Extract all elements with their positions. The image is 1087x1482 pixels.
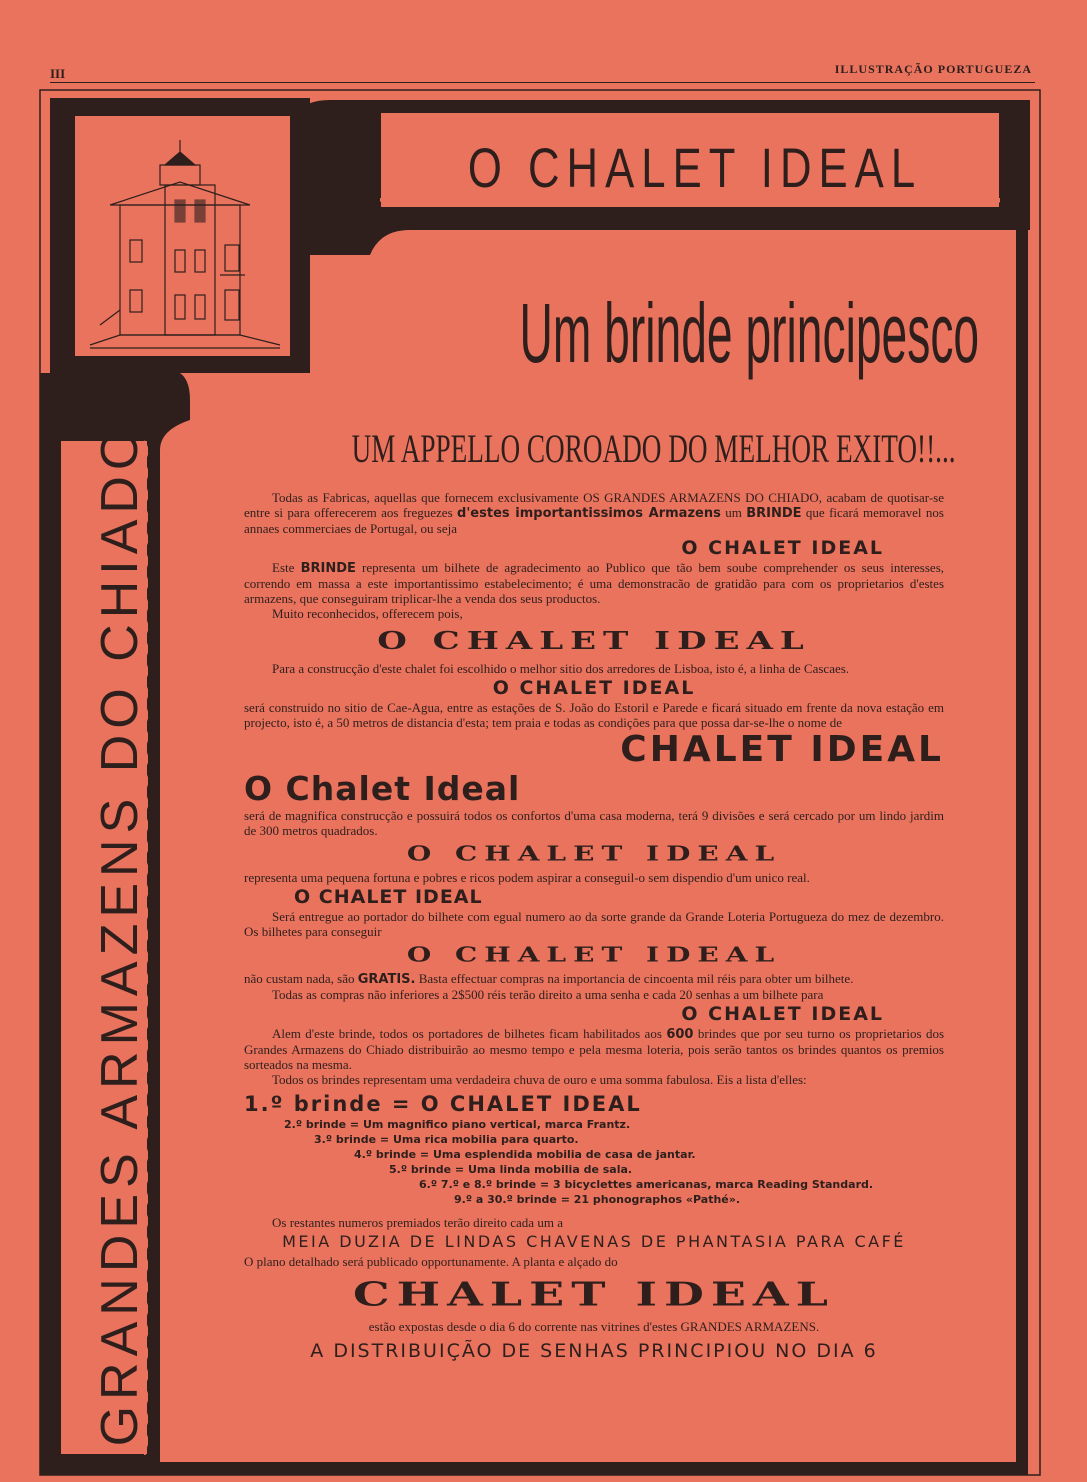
cups-line: MEIA DUZIA DE LINDAS CHAVENAS DE PHANTASIA PARA CAFÉ — [282, 1232, 906, 1251]
heading-chalet-4: CHALET IDEAL — [620, 729, 944, 770]
chalet-illustration — [80, 110, 290, 350]
heading-chalet-10: CHALET IDEAL — [353, 1274, 835, 1314]
paragraph-1: Todas as Fabricas, aquellas que fornecem exclusivamente OS GRANDES ARMAZENS DO CHIADO, acabam de quotisar-se entre si para offerecerem aos freguezes d'estes importantissimos Armazens um BRINDE que ficará memoravel nos annaes commerciaes de Portugal, ou seja — [244, 490, 944, 536]
paragraph-5: será construido no sitio de Cae-Agua, entre as estações de S. João do Estoril e Parede e ficará situado em frente da nova estação em projecto, isto é, a 50 metros de distancia d'esta; tem praia e todas as condições para que possa dar-se-lhe o nome de — [244, 700, 944, 730]
paragraph-4: Para a construcção d'este chalet foi escolhido o melhor sitio dos arredores de Lisboa, isto é, a linha de Cascaes. — [272, 661, 850, 676]
prize-7: 9.º a 30.º brinde = 21 phonographos «Pathé». — [454, 1193, 741, 1206]
paragraph-6: será de magnifica construcção e possuirá todos os confortos d'uma casa moderna, terá 9 divisões e será cercado por um lindo jardim de 300 metros quadrados. — [244, 808, 944, 838]
paragraph-12: Todos os brindes representam uma verdadeira chuva de ouro e uma somma fabulosa. Eis a lista d'elles: — [272, 1072, 807, 1087]
prize-4: 4.º brinde = Uma esplendida mobilia de casa de jantar. — [354, 1148, 696, 1161]
paragraph-8: Será entregue ao portador do bilhete com egual numero ao da sorte grande da Grande Loteria Portugueza do mez de dezembro. Os bilhetes para conseguir — [244, 909, 944, 939]
paragraph-15: estão expostas desde o dia 6 do corrente nas vitrines d'estes GRANDES ARMAZENS. — [368, 1319, 820, 1334]
prize-1: 1.º brinde = O CHALET IDEAL — [244, 1092, 642, 1116]
prize-3: 3.º brinde = Uma rica mobilia para quarto. — [314, 1133, 579, 1146]
heading-chalet-1: O CHALET IDEAL — [681, 537, 884, 559]
headline: Um brinde principesco — [519, 286, 980, 380]
paragraph-14: O plano detalhado será publicado opportunamente. A planta e alçado do — [244, 1254, 618, 1269]
paragraph-11: Alem d'este brinde, todos os portadores de bilhetes ficam habilitados aos 600 brindes que por seu turno os proprietarios dos Grandes Armazens do Chiado distribuirão ao mesmo tempo e pela mesma loteria, pois serão tantos os brindes quantos os premios sorteados na mesma. — [244, 1026, 945, 1072]
paragraph-9: não custam nada, são GRATIS. Basta effectuar compras na importancia de cincoenta mil réis para obter um bilhete. — [244, 971, 854, 987]
heading-chalet-8: O CHALET IDEAL — [406, 942, 782, 967]
page-number: III — [50, 66, 66, 81]
vertical-banner-title: GRANDES ARMAZENS DO CHIADO — [91, 423, 149, 1447]
heading-chalet-9: O CHALET IDEAL — [681, 1003, 884, 1025]
paragraph-2: Este BRINDE representa um bilhete de agradecimento ao Publico que tão bem soube comprehender os seus interesses, correndo em massa a este importantissimo estabelecimento; é uma demonstracão de gratidão para com os proprietarios d'estes armazens, que conseguiram triplicar-lhe a venda dos seus productos. — [244, 560, 945, 606]
prize-5: 5.º brinde = Uma linda mobilia de sala. — [389, 1163, 633, 1176]
heading-chalet-5: O Chalet Ideal — [244, 769, 521, 808]
heading-chalet-3: O CHALET IDEAL — [492, 677, 696, 699]
prize-6: 6.º 7.º e 8.º brinde = 3 bicyclettes americanas, marca Reading Standard. — [419, 1178, 874, 1191]
final-line: A DISTRIBUIÇÃO DE SENHAS PRINCIPIOU NO DIA 6 — [310, 1340, 878, 1362]
prize-list — [244, 1091, 944, 1207]
subheadline: UM APPELLO COROADO DO MELHOR EXITO!!... — [351, 426, 956, 471]
paragraph-13: Os restantes numeros premiados terão direito cada um a — [272, 1215, 563, 1230]
heading-chalet-6: O CHALET IDEAL — [406, 841, 782, 866]
paragraph-3: Muito reconhecidos, offerecem pois, — [272, 606, 463, 621]
prize-2: 2.º brinde = Um magnifico piano vertical, marca Frantz. — [284, 1118, 631, 1131]
heading-chalet-7: O CHALET IDEAL — [294, 886, 483, 908]
banner-title: O CHALET IDEAL — [467, 136, 923, 199]
paragraph-10: Todas as compras não inferiores a 2$500 réis terão direito a uma senha e cada 20 senhas a um bilhete para — [272, 987, 824, 1002]
paragraph-7: representa uma pequena fortuna e pobres e ricos podem aspirar a conseguil-o sem dispendio d'um unico real. — [244, 870, 810, 885]
heading-chalet-2: O CHALET IDEAL — [377, 626, 811, 656]
journal-name: ILLUSTRAÇÃO PORTUGUEZA — [834, 62, 1032, 76]
article-body — [244, 490, 944, 1364]
